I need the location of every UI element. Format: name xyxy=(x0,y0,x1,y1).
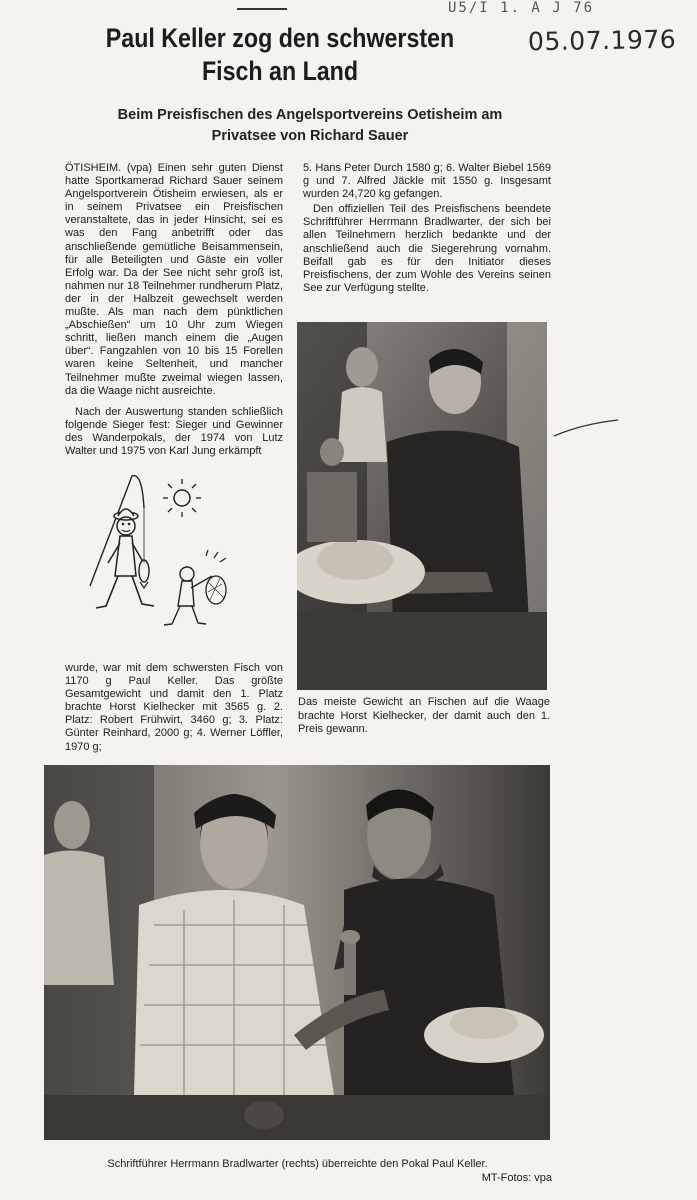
headline-line-2: Fisch an Land xyxy=(201,56,359,86)
article-column-1-continued xyxy=(65,662,283,756)
angler-cartoon-illustration xyxy=(70,468,240,640)
article-paragraph: 5. Hans Peter Durch 1580 g; 6. Walter Biebel 1569 g und 7. Alfred Jäckle mit 1550 g. Insgesamt wurden 24,720 kg gefangen. xyxy=(303,162,551,201)
subheadline-line-2: Privatsee von Richard Sauer xyxy=(211,128,409,144)
article-paragraph: Den offiziellen Teil des Preisfischens beendete Schriftführer Herrmann Bradlwarter, der sich bei allen Teilnehmern herzlich bedankte und der anschließend auch die Siegerehrung vornahm. Beifall gab es für den Initiator dieses Preisfischens, der zum Wohle des Vereins seinen See zur Verfügung stellte. xyxy=(303,203,551,294)
subheadline xyxy=(30,105,590,147)
headline xyxy=(74,22,487,88)
article-column-1 xyxy=(65,162,283,460)
headline-line-1: Paul Keller zog den schwersten xyxy=(105,23,455,53)
article-paragraph: ÖTISHEIM. (vpa) Einen sehr guten Dienst hatte Sportkamerad Richard Sauer seinem Angelsportverein Ötisheim erwiesen, als er in seinem Privatsee ein Preisfischen veranstaltete, das in jeder Hinsicht, sei es was den Fang anbetrifft oder das anschließende gemütliche Beisammensein, für alle Beteiligten und Gäste ein voller Erfolg war. Da der See nicht sehr groß ist, nahmen nur 18 Teilnehmer rundherum Platz, der in der Halbzeit gewechselt werden mußte. Als man nach dem pünktlichen „Abschießen“ um 10 Uhr zum Wiegen schritt, ließen manch einem die „Augen über“. Fangzahlen von 10 bis 15 Forellen waren keine Seltenheit, und mancher Teilnehmer mußte zweimal wiegen lassen, da die Waage nicht ausreichte. xyxy=(65,162,283,397)
pen-stroke-mark xyxy=(552,418,622,438)
article-paragraph: Nach der Auswertung standen schließlich folgende Sieger fest: Sieger und Gewinner des Wanderpokals, der 1974 von Lutz Walter und 1975 von Karl Jung erkämpft xyxy=(65,405,283,457)
photo-caption-2: Schriftführer Herrmann Bradlwarter (rechts) überreichte den Pokal Paul Keller. xyxy=(107,1158,488,1170)
photo-prize-winner xyxy=(297,322,547,690)
archive-stamp: U5/I 1. A J 76 xyxy=(448,0,595,16)
photo-credit: MT-Fotos: vpa xyxy=(481,1172,552,1184)
article-paragraph: wurde, war mit dem schwersten Fisch von 1170 g Paul Keller. Das größte Gesamtgewicht und damit den 1. Platz brachte Horst Kielhecker mit 3565 g. 2. Platz: Robert Frühwirt, 3460 g; 3. Platz: Günter Reinhard, 2000 g; 4. Werner Löffler, 1970 g; xyxy=(65,662,283,753)
subheadline-line-1: Beim Preisfischen des Angelsportvereins Oetisheim am xyxy=(117,107,503,123)
top-rule xyxy=(237,8,287,10)
article-column-2 xyxy=(303,162,551,297)
photo-caption-1: Das meiste Gewicht an Fischen auf die Waage brachte Horst Kielhecker, der damit auch den 1. Preis gewann. xyxy=(298,696,550,735)
photo-trophy-presentation xyxy=(44,765,550,1140)
handwritten-date: 05.07.1976 xyxy=(527,24,677,57)
